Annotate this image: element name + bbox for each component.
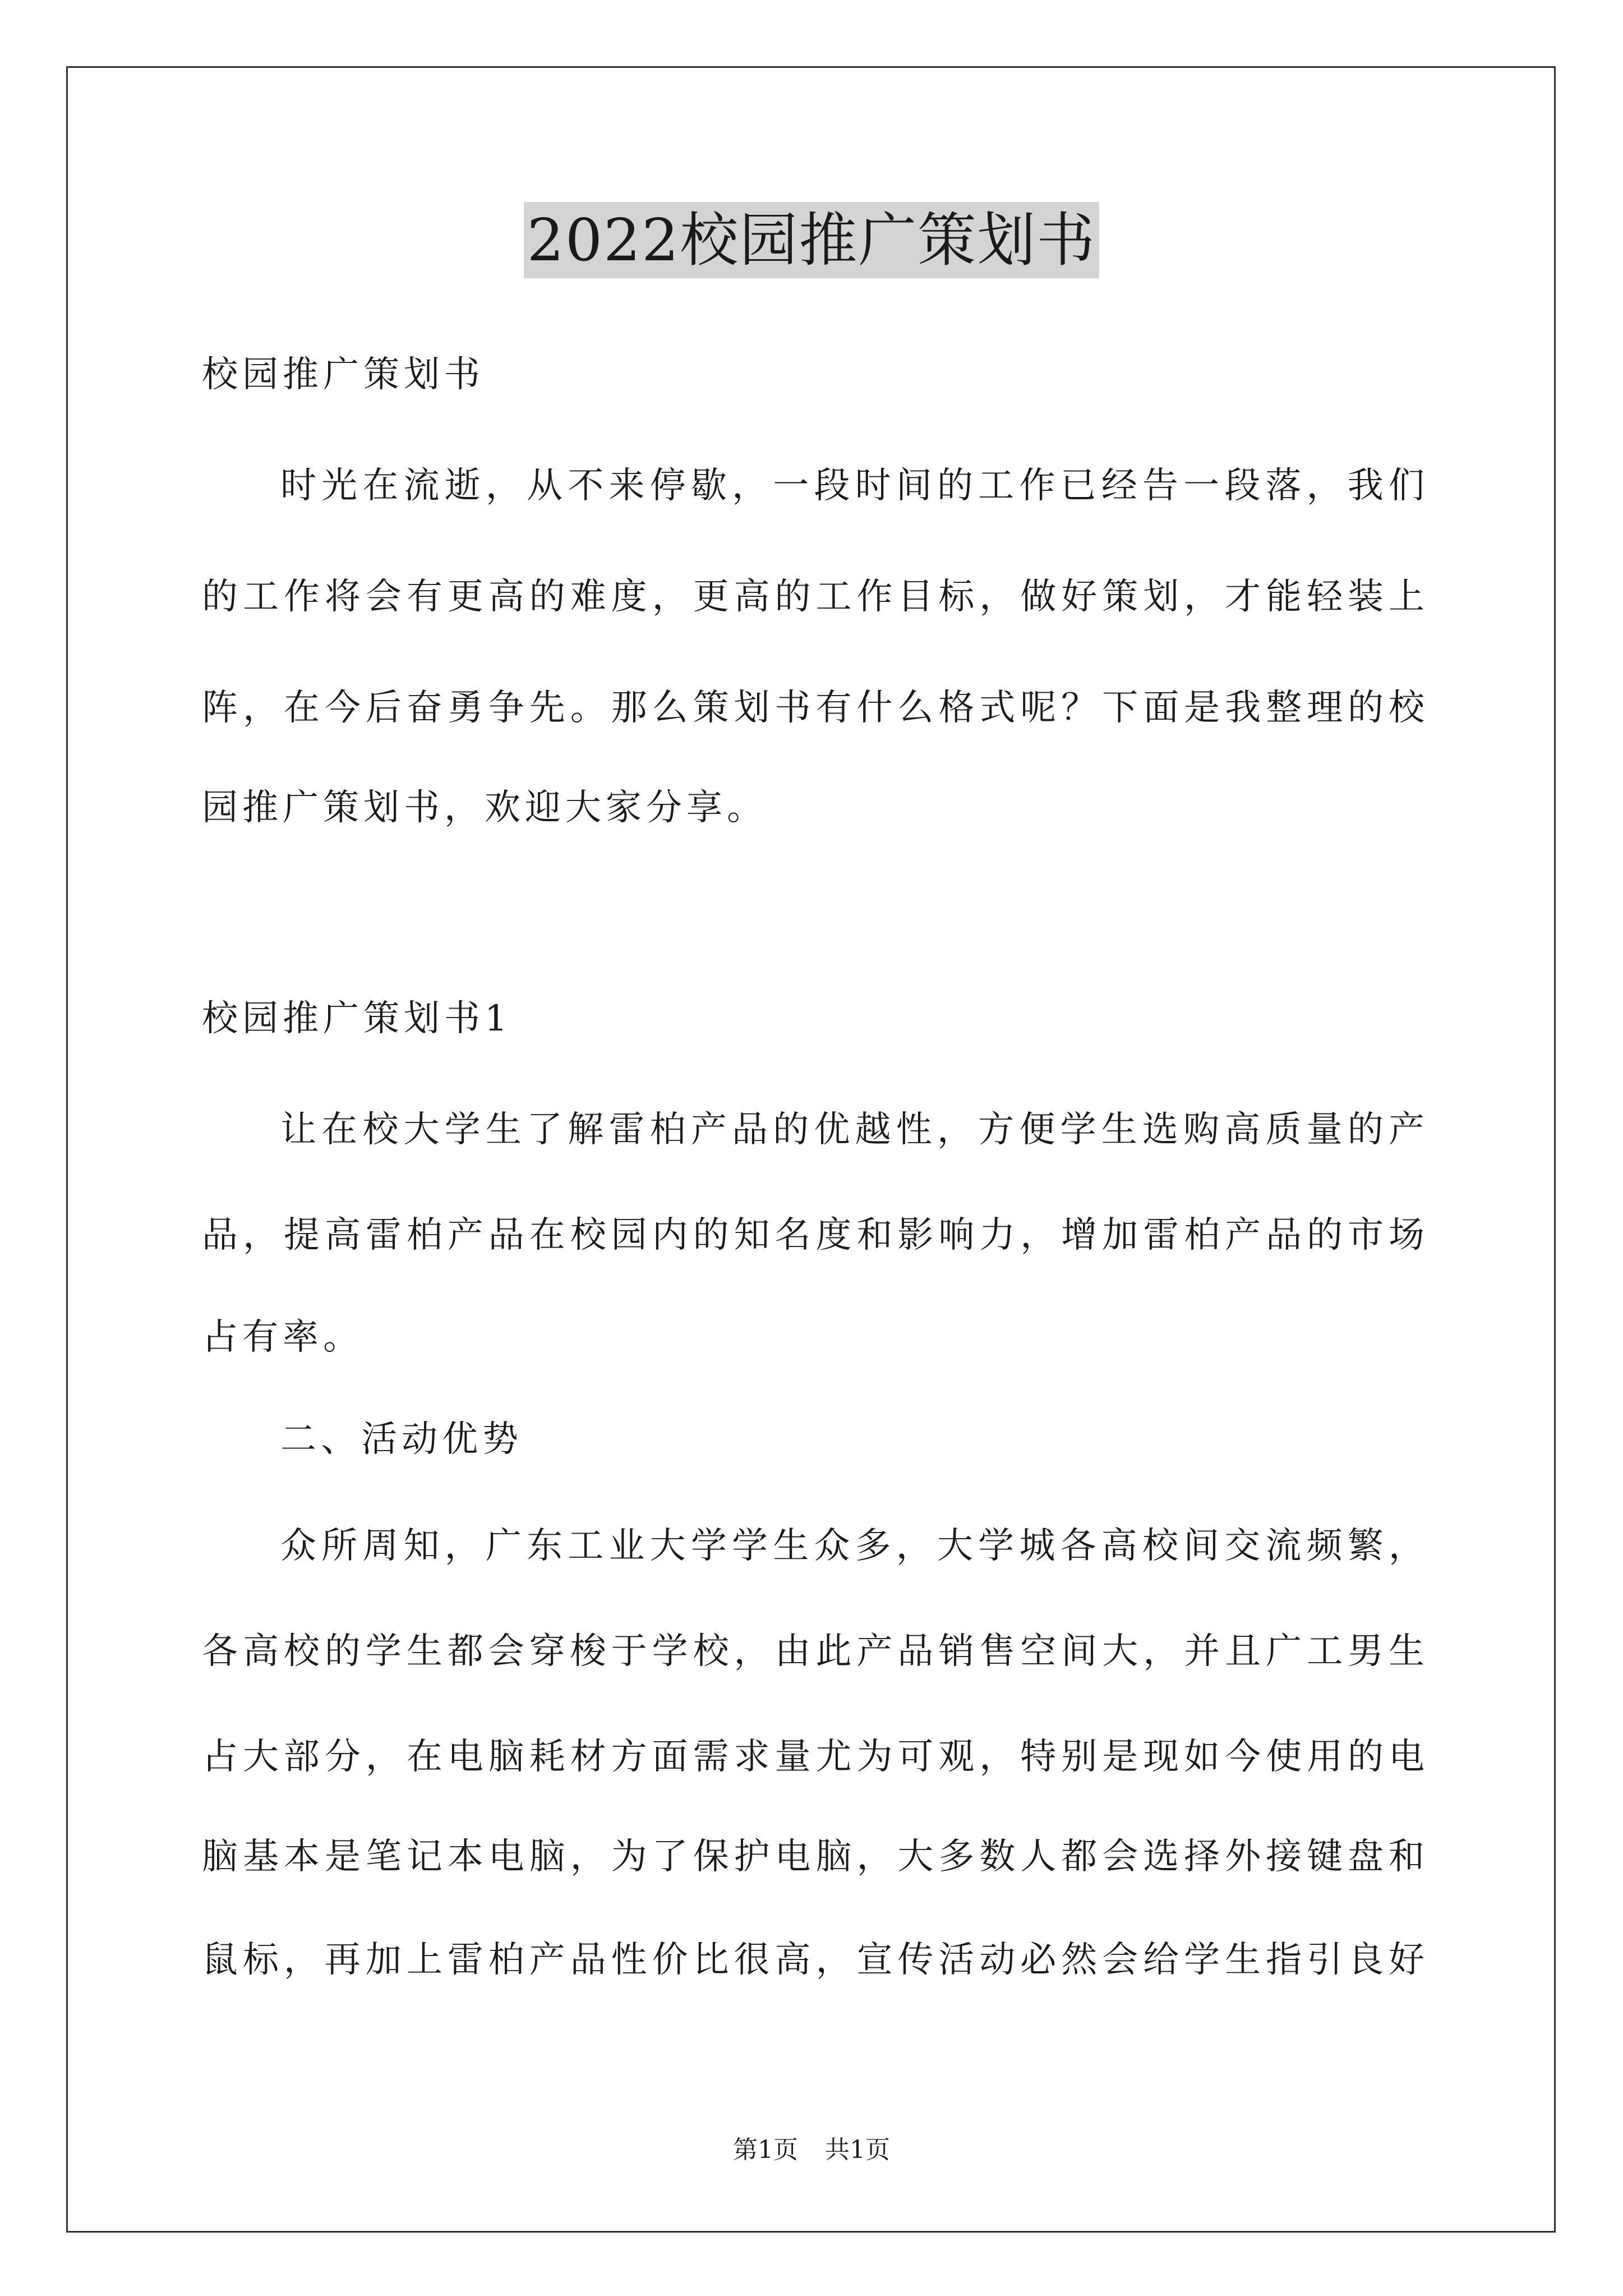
title-container (0, 202, 1623, 278)
page-footer (0, 2133, 1623, 2167)
paragraph-line: 品，提高雷柏产品在校园内的知名度和影响力，增加雷柏产品的市场 (202, 1214, 1424, 1256)
section-heading: 校园推广策划书1 (202, 998, 512, 1039)
paragraph-line: 脑基本是笔记本电脑，为了保护电脑，大多数人都会选择外接键盘和 (202, 1836, 1424, 1878)
section-heading: 校园推广策划书 (202, 354, 485, 395)
paragraph-line: 鼠标，再加上雷柏产品性价比很高，宣传活动必然会给学生指引良好 (202, 1939, 1424, 1981)
subsection-heading: 二、活动优势 (280, 1419, 523, 1460)
paragraph-line: 的工作将会有更高的难度，更高的工作目标，做好策划，才能轻装上 (202, 576, 1424, 618)
paragraph-line: 占有率。 (202, 1317, 363, 1358)
paragraph-line: 时光在流逝，从不来停歇，一段时间的工作已经告一段落，我们 (280, 465, 1424, 507)
page-number: 第1页 (733, 2136, 798, 2164)
document-title: 2022校园推广策划书 (524, 202, 1100, 278)
paragraph-line: 占大部分，在电脑耗材方面需求量尤为可观，特别是现如今使用的电 (202, 1736, 1424, 1778)
page-total: 共1页 (825, 2136, 890, 2164)
paragraph-line: 众所周知，广东工业大学学生众多，大学城各高校间交流频繁， (280, 1525, 1424, 1567)
paragraph-line: 阵，在今后奋勇争先。那么策划书有什么格式呢？下面是我整理的校 (202, 687, 1424, 729)
paragraph-line: 让在校大学生了解雷柏产品的优越性，方便学生选购高质量的产 (280, 1109, 1424, 1151)
paragraph-line: 园推广策划书，欢迎大家分享。 (202, 787, 767, 829)
paragraph-line: 各高校的学生都会穿梭于学校，由此产品销售空间大，并且广工男生 (202, 1631, 1424, 1672)
